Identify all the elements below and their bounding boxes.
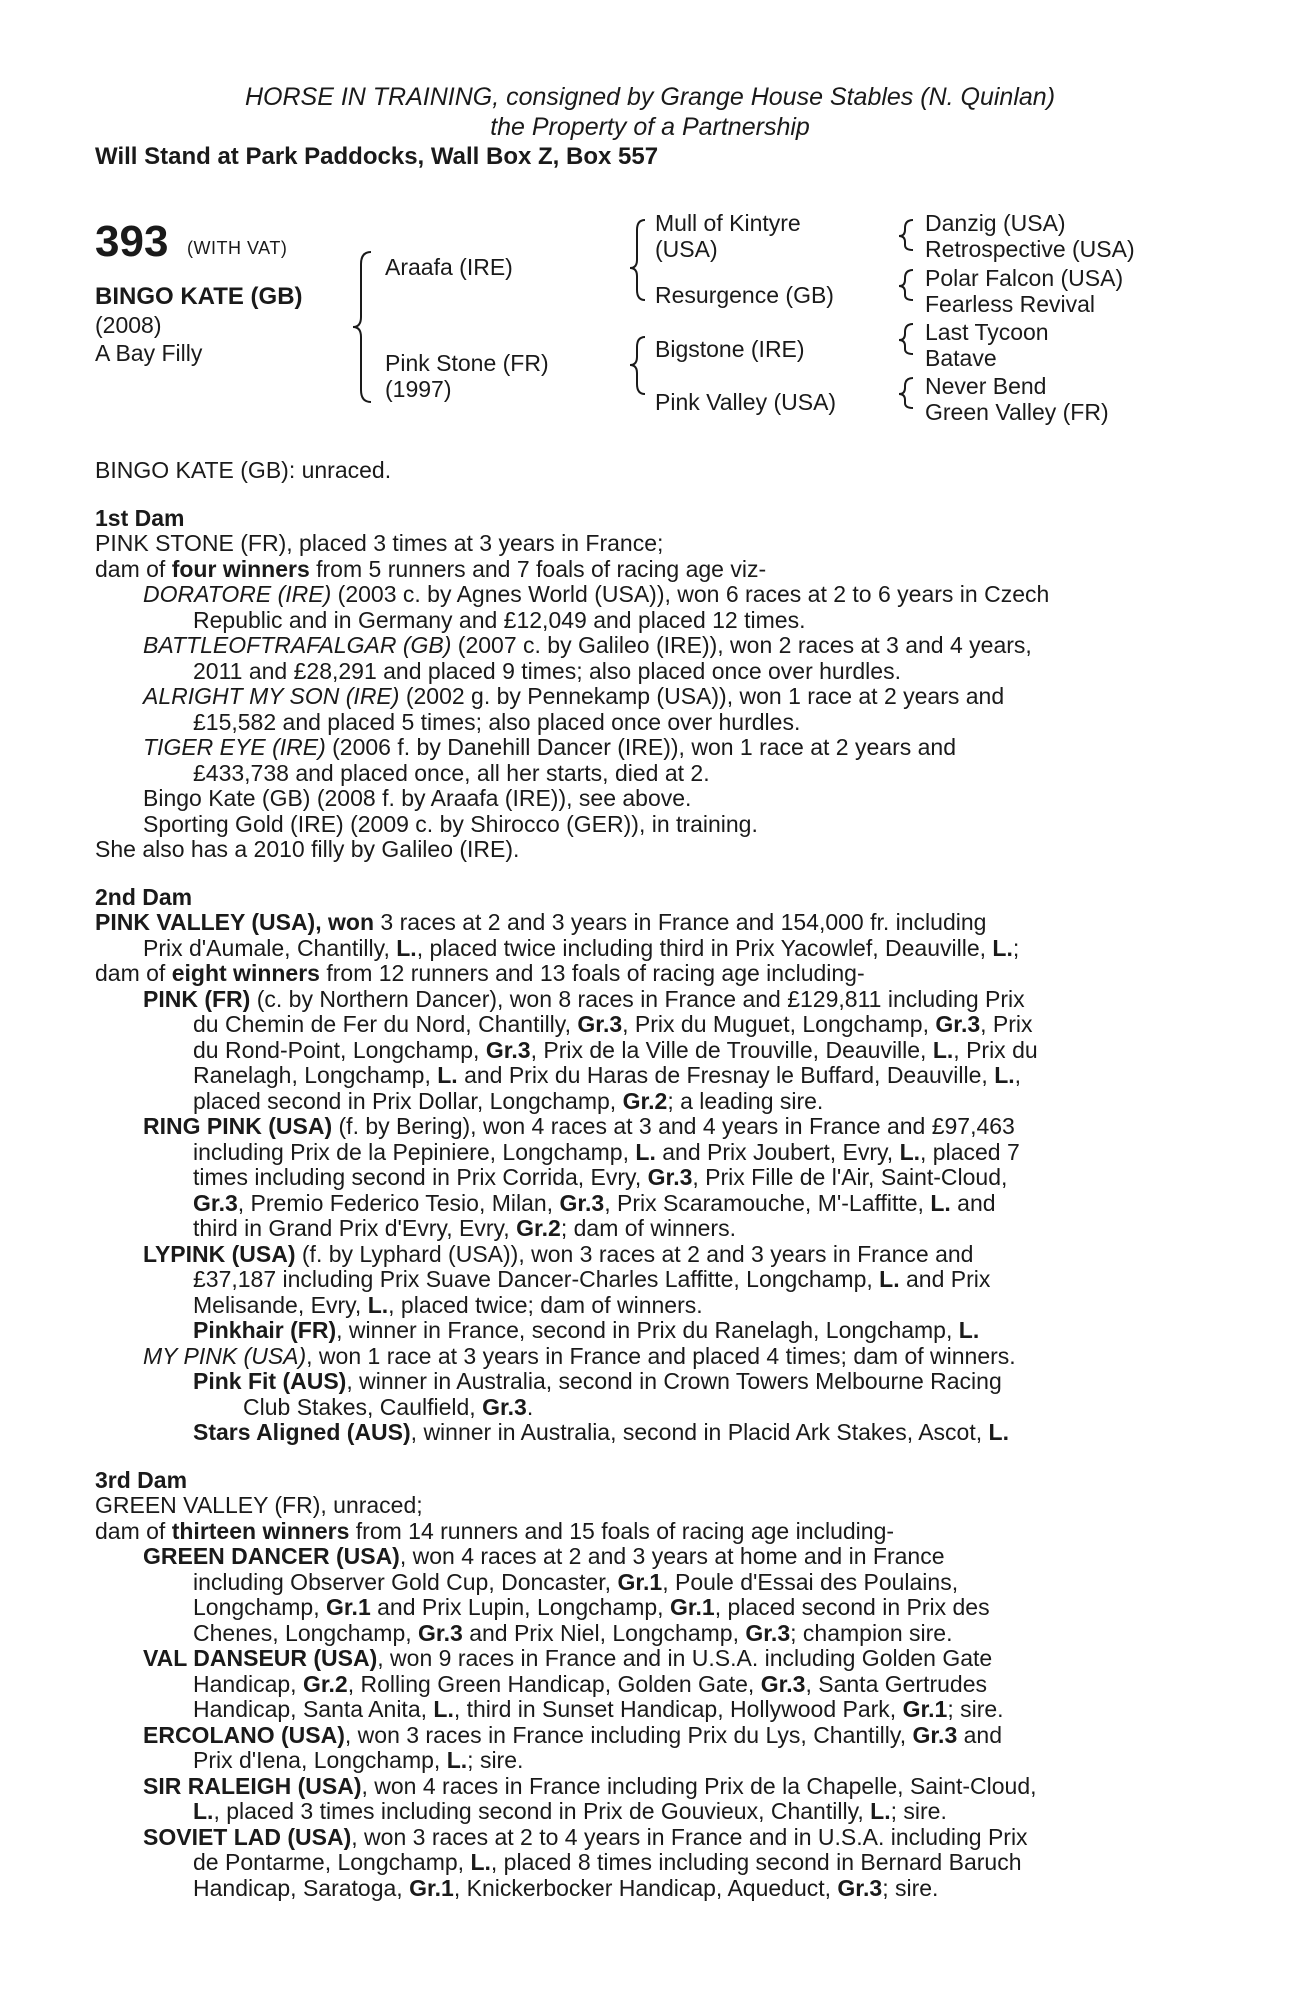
bracket-main [353,252,371,402]
gg-5: Last Tycoon [925,319,1049,345]
horse-description: A Bay Filly [95,340,203,366]
vat-note: (WITH VAT) [187,238,288,258]
produce-entry: ALRIGHT MY SON (IRE) (2002 g. by Pennekamp (USA)), won 1 race at 2 years and [143,683,1005,709]
horse-year: (2008) [95,312,162,338]
third-dam-produce: dam of thirteen winners from 14 runners and 15 foals of racing age including- [95,1517,895,1544]
pedigree-block [95,212,1205,452]
lot-number: 393 [95,217,169,266]
produce-entry-cont: £433,738 and placed once, all her starts, died at 2. [193,759,710,786]
race-summary: BINGO KATE (GB): unraced. [95,457,392,483]
produce-my-pink: MY PINK (USA), won 1 race at 3 years in France and placed 4 times; dam of winners. [143,1342,1016,1369]
sires-dam: Resurgence (GB) [655,282,834,308]
produce-entry: BATTLEOFTRAFALGAR (GB) (2007 c. by Galileo (IRE)), won 2 races at 3 and 4 years, [143,632,1032,658]
produce-stars-aligned: Stars Aligned (AUS), winner in Australia, second in Placid Ark Stakes, Ascot, L. [193,1419,1009,1445]
produce-green-dancer: GREEN DANCER (USA), won 4 races at 2 and 3 years at home and in France including Observer Gold Cup, Doncaster, Gr.1, Poule d'Essai des Poulains, Longchamp, Gr.1 and Prix Lupin, Longchamp, Gr.1, placed second in Prix des Chenes, Longchamp, Gr.3 and Prix Niel, Longchamp, Gr.3; champion sire. [143,1543,990,1646]
dams-sire: Bigstone (IRE) [655,336,805,362]
produce-entry: Bingo Kate (GB) (2008 f. by Araafa (IRE)), see above. [143,785,692,811]
second-dam-produce: dam of eight winners from 12 runners and 13 foals of racing age including- [95,960,865,986]
sires-sire-line2: (USA) [655,236,718,262]
gg-6: Batave [925,345,997,371]
produce-pink: PINK (FR) (c. by Northern Dancer), won 8 races in France and £129,811 including Prix du Chemin de Fer du Nord, Chantilly, Gr.3, Prix du Muguet, Longchamp, Gr.3, Prix du Rond-Point, Longchamp, Gr.3, Prix de la Ville de Trouville, Deauville, L., Prix du Ranelagh, Longchamp, L. and Prix du Haras de Fresnay le Buffard, Deauville, L., placed second in Prix Dollar, Longchamp, Gr.2; a leading sire. [143,985,1038,1114]
sires-sire-line1: Mull of Kintyre [655,210,801,236]
produce-entry-cont: £15,582 and placed 5 times; also placed once over hurdles. [193,708,801,735]
dam-line1: Pink Stone (FR) [385,350,549,376]
sire: Araafa (IRE) [385,254,513,280]
produce-pinkhair: Pinkhair (FR), winner in France, second in Prix du Ranelagh, Longchamp, L. [193,1317,980,1343]
produce-entry: DORATORE (IRE) (2003 c. by Agnes World (USA)), won 6 races at 2 to 6 years in Czech [143,581,1050,607]
horse-name: BINGO KATE (GB) [95,283,303,310]
produce-entry-cont: Republic and in Germany and £12,049 and placed 12 times. [193,606,806,633]
produce-val-danseur: VAL DANSEUR (USA), won 9 races in France and in U.S.A. including Golden Gate Handicap, Gr.2, Rolling Green Handicap, Golden Gate, Gr.3, Santa Gertrudes Handicap, Santa Anita, L., third in Sunset Handicap, Hollywood Park, Gr.1; sire. [143,1645,1004,1722]
gg-7: Never Bend [925,373,1047,399]
produce-pink-fit: Pink Fit (AUS), winner in Australia, second in Crown Towers Melbourne Racing Club Stakes, Caulfield, Gr.3. [193,1368,1002,1420]
dams-dam: Pink Valley (USA) [655,389,837,415]
third-dam-line: GREEN VALLEY (FR), unraced; [95,1492,423,1518]
second-dam-line: PINK VALLEY (USA), won 3 races at 2 and 3 years in France and 154,000 fr. including [95,909,987,935]
produce-ercolano: ERCOLANO (USA), won 3 races in France including Prix du Lys, Chantilly, Gr.3 and Prix d'Iena, Longchamp, L.; sire. [143,1721,1003,1773]
consignor-heading: HORSE IN TRAINING, consigned by Grange House Stables (N. Quinlan) [244,83,1056,111]
bracket-dam [630,337,645,394]
produce-ring-pink: RING PINK (USA) (f. by Bering), won 4 races at 3 and 4 years in France and £97,463 including Prix de la Pepiniere, Longchamp, L. and Prix Joubert, Evry, L., placed 7 times including second in Prix Corrida, Evry, Gr.3, Prix Fille de l'Air, Saint-Cloud, Gr.3, Premio Federico Tesio, Milan, Gr.3, Prix Scaramouche, M'-Laffitte, L. and third in Grand Prix d'Evry, Evry, Gr.2; dam of winners. [143,1113,1020,1241]
first-dam-heading: 1st Dam [95,504,185,531]
dam-line2: (1997) [385,376,452,402]
produce-soviet-lad: SOVIET LAD (USA), won 3 races at 2 to 4 years in France and in U.S.A. including Prix de Pontarme, Longchamp, L., placed 8 times including second in Bernard Baruch Handicap, Saratoga, Gr.1, Knickerbocker Handicap, Aqueduct, Gr.3; sire. [143,1823,1028,1901]
gg-2: Retrospective (USA) [925,236,1135,262]
second-dam-heading: 2nd Dam [95,883,193,910]
stable-location: Will Stand at Park Paddocks, Wall Box Z, Box 557 [95,143,659,170]
gg-8: Green Valley (FR) [925,399,1109,425]
gg-1: Danzig (USA) [925,210,1066,236]
gg-3: Polar Falcon (USA) [925,265,1124,291]
first-dam-produce: dam of four winners from 5 runners and 7 foals of racing age viz- [95,555,767,582]
third-dam-heading: 3rd Dam [95,1466,188,1493]
produce-sir-raleigh: SIR RALEIGH (USA), won 4 races in France including Prix de la Chapelle, Saint-Cloud, L., placed 3 times including second in Prix de Gouvieux, Chantilly, L.; sire. [143,1772,1037,1824]
first-dam-note: She also has a 2010 filly by Galileo (IRE). [95,836,520,862]
property-heading: the Property of a Partnership [490,113,810,141]
produce-entry: Sporting Gold (IRE) (2009 c. by Shirocco (GER)), in training. [143,810,758,837]
second-dam-line-cont: Prix d'Aumale, Chantilly, L., placed twice including third in Prix Yacowlef, Deauville, L.; [143,934,1020,961]
produce-entry: TIGER EYE (IRE) (2006 f. by Danehill Dancer (IRE)), won 1 race at 2 years and [143,734,956,760]
catalogue-page [95,82,1205,1901]
produce-lypink: LYPINK (USA) (f. by Lyphard (USA)), won 3 races at 2 and 3 years in France and £37,187 including Prix Suave Dancer-Charles Laffitte, Longchamp, L. and Prix Melisande, Evry, L., placed twice; dam of winners. [143,1240,991,1318]
bracket-sire [630,220,645,300]
first-dam-line: PINK STONE (FR), placed 3 times at 3 years in France; [95,530,664,556]
gg-4: Fearless Revival [925,291,1095,317]
produce-entry-cont: 2011 and £28,291 and placed 9 times; also placed once over hurdles. [193,657,901,684]
